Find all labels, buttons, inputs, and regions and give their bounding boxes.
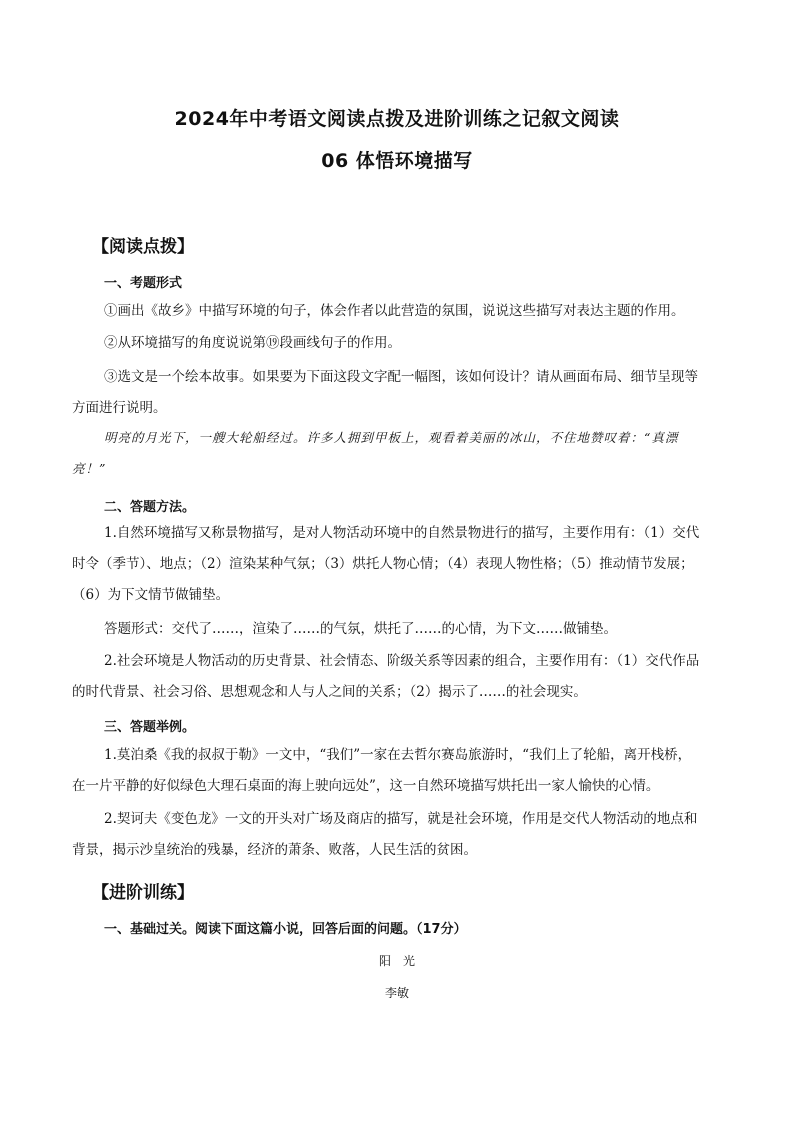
section-heading-reading-guide: 【阅读点拨】 [92, 237, 194, 257]
answer-format: 答题形式：交代了……，渲染了……的气氛，烘托了……的心情，为下文……做铺垫。 [104, 621, 617, 637]
story-author: 李敏 [384, 986, 409, 1000]
practice-instruction: 一、基础过关。阅读下面这篇小说，回答后面的问题。（17分） [104, 922, 467, 937]
question-form-3: ③选文是一个绘本故事。如果要为下面这段文字配一幅图，该如何设计？请从画面布局、细节呈现等方面进行说明。 [72, 369, 698, 416]
example-1: 1.莫泊桑《我的叔叔于勒》一文中，“我们”一家在去哲尔赛岛旅游时，“我们上了轮船，离开栈桥，在一片平静的好似绿色大理石桌面的海上驶向远处”，这一自然环境描写烘托出一家人愉快的心情。 [72, 747, 692, 794]
question-form-2: ②从环境描写的角度说说第⑲段画线句子的作用。 [104, 335, 401, 351]
question-form-1: ①画出《故乡》中描写环境的句子，体会作者以此营造的氛围，说说这些描写对表达主题的作用。 [104, 303, 685, 319]
example-2: 2.契诃夫《变色龙》一文的开头对广场及商店的描写，就是社会环境，作用是交代人物活动的地点和背景，揭示沙皇统治的残暴，经济的萧条、败落，人民生活的贫困。 [72, 811, 698, 858]
subheading-question-forms: 一、考题形式 [104, 276, 183, 291]
method-social-environment: 2.社会环境是人物活动的历史背景、社会情态、阶级关系等因素的组合，主要作用有：（1）交代作品的时代背景、社会习俗、思想观念和人与人之间的关系；（2）揭示了……的社会现实。 [72, 653, 700, 700]
section-heading-practice: 【进阶训练】 [92, 883, 194, 903]
quote-passage: 明亮的月光下，一艘大轮船经过。许多人拥到甲板上，观看着美丽的冰山，不住地赞叹着：“真漂亮！” [72, 430, 679, 476]
document-title: 2024年中考语文阅读点拨及进阶训练之记叙文阅读 [174, 108, 620, 130]
subheading-examples: 三、答题举例。 [104, 720, 196, 735]
method-natural-environment: 1.自然环境描写又称景物描写，是对人物活动环境中的自然景物进行的描写，主要作用有：（1）交代时令（季节）、地点；（2）渲染某种气氛；（3）烘托人物心情；（4）表现人物性格；（5）推动情节发展；（6）为下文情节做铺垫。 [72, 525, 700, 603]
story-title: 阳 光 [378, 954, 415, 968]
document-subtitle: 06 体悟环境描写 [321, 150, 473, 172]
subheading-answer-methods: 二、答题方法。 [104, 500, 196, 515]
